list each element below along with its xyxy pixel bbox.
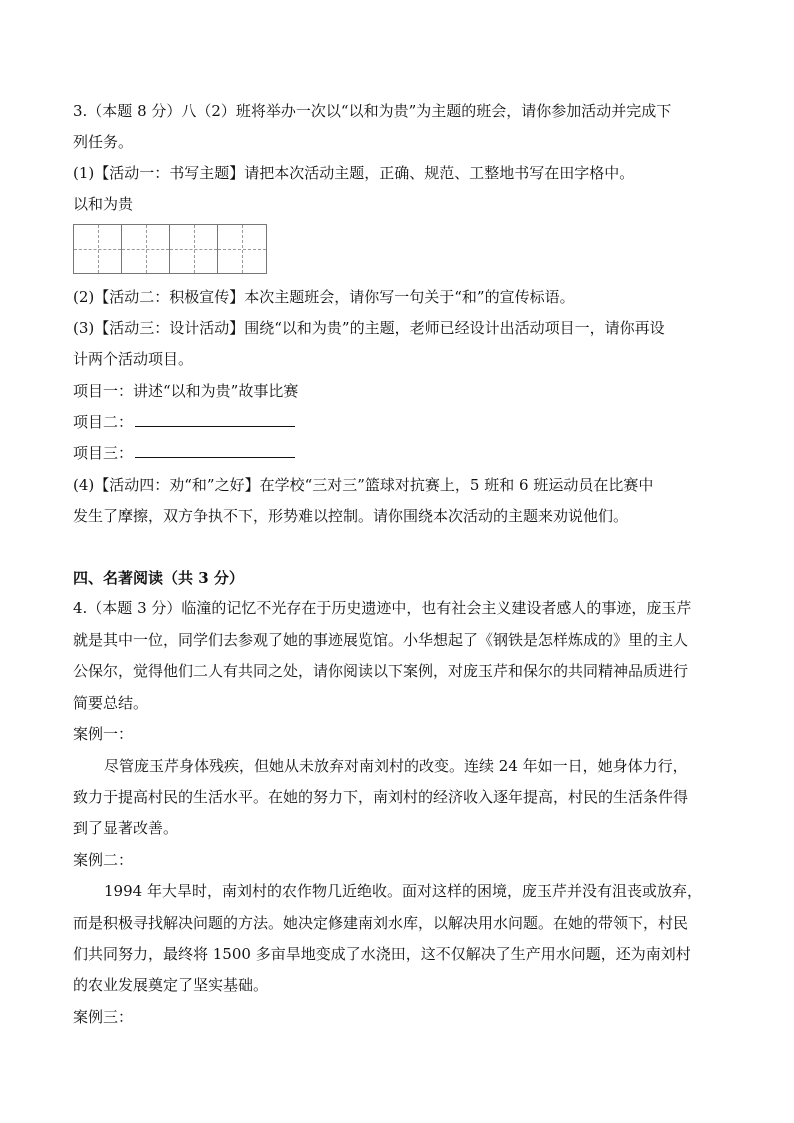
q4-stem-line3: 公保尔，觉得他们二人有共同之处，请你阅读以下案例，对庞玉芹和保尔的共同精神品质进行 <box>73 662 689 680</box>
case1-line1: 尽管庞玉芹身体残疾，但她从未放弃对南刘村的改变。连续 24 年如一日，她身体力行， <box>104 757 688 775</box>
q3-task2: (2)【活动二：积极宣传】本次主题班会，请你写一句关于“和”的宣传标语。 <box>73 288 575 306</box>
q3-stem-line1: 3.（本题 8 分）八（2）班将举办一次以“以和为贵”为主题的班会，请你参加活动并完成下 <box>73 102 672 120</box>
q3-project1: 项目一：讲述“以和为贵”故事比赛 <box>73 382 299 400</box>
case2-line2: 而是积极寻找解决问题的方法。她决定修建南刘水库，以解决用水问题。在她的带领下，村民 <box>73 914 689 932</box>
q3-task4-line1: (4)【活动四：劝“和”之好】在学校“三对三”篮球对抗赛上，5 班和 6 班运动员在比赛中 <box>73 476 654 494</box>
case2-line4: 的农业发展奠定了坚实基础。 <box>73 976 269 994</box>
q4-stem-line4: 简要总结。 <box>73 694 149 712</box>
case3-label: 案例三： <box>73 1008 134 1026</box>
project3-answer-blank[interactable] <box>135 443 295 458</box>
case2-line1: 1994 年大旱时，南刘村的农作物几近绝收。面对这样的困境，庞玉芹并没有沮丧或放弃， <box>104 882 702 900</box>
section4-heading: 四、名著阅读（共 3 分） <box>73 569 244 587</box>
tianzige-cell[interactable] <box>170 225 218 273</box>
case1-label: 案例一： <box>73 725 134 743</box>
q3-stem-line2: 列任务。 <box>73 133 134 151</box>
q3-project2 <box>73 412 733 432</box>
project2-answer-blank[interactable] <box>135 412 295 427</box>
tianzige-grid[interactable] <box>73 224 267 274</box>
case1-line3: 到了显著改善。 <box>73 819 179 837</box>
project2-label: 项目二： <box>73 413 134 431</box>
tianzige-cell[interactable] <box>74 225 122 273</box>
tianzige-cell[interactable] <box>218 225 266 273</box>
tianzige-cell[interactable] <box>122 225 170 273</box>
q3-project3 <box>73 443 733 463</box>
q3-task4-line2: 发生了摩擦，双方争执不下，形势难以控制。请你围绕本次活动的主题来劝说他们。 <box>73 507 629 525</box>
project3-label: 项目三： <box>73 444 134 462</box>
case1-line2: 致力于提高村民的生活水平。在她的努力下，南刘村的经济收入逐年提高，村民的生活条件得 <box>73 788 689 806</box>
q3-task3-line1: (3)【活动三：设计活动】围绕“以和为贵”的主题，老师已经设计出活动项目一，请你再设 <box>73 319 665 337</box>
q3-task3-line2: 计两个活动项目。 <box>73 350 194 368</box>
q3-task1: (1)【活动一：书写主题】请把本次活动主题，正确、规范、工整地书写在田字格中。 <box>73 164 635 182</box>
case2-line3: 们共同努力，最终将 1500 多亩旱地变成了水浇田，这不仅解决了生产用水问题，还为南刘村 <box>73 945 691 963</box>
case2-label: 案例二： <box>73 851 134 869</box>
q3-theme-text: 以和为贵 <box>73 195 134 213</box>
q4-stem-line1: 4.（本题 3 分）临潼的记忆不光存在于历史遗迹中，也有社会主义建设者感人的事迹，庞玉芹 <box>73 599 692 617</box>
q4-stem-line2: 就是其中一位，同学们去参观了她的事迹展览馆。小华想起了《钢铁是怎样炼成的》里的主人 <box>73 631 689 649</box>
